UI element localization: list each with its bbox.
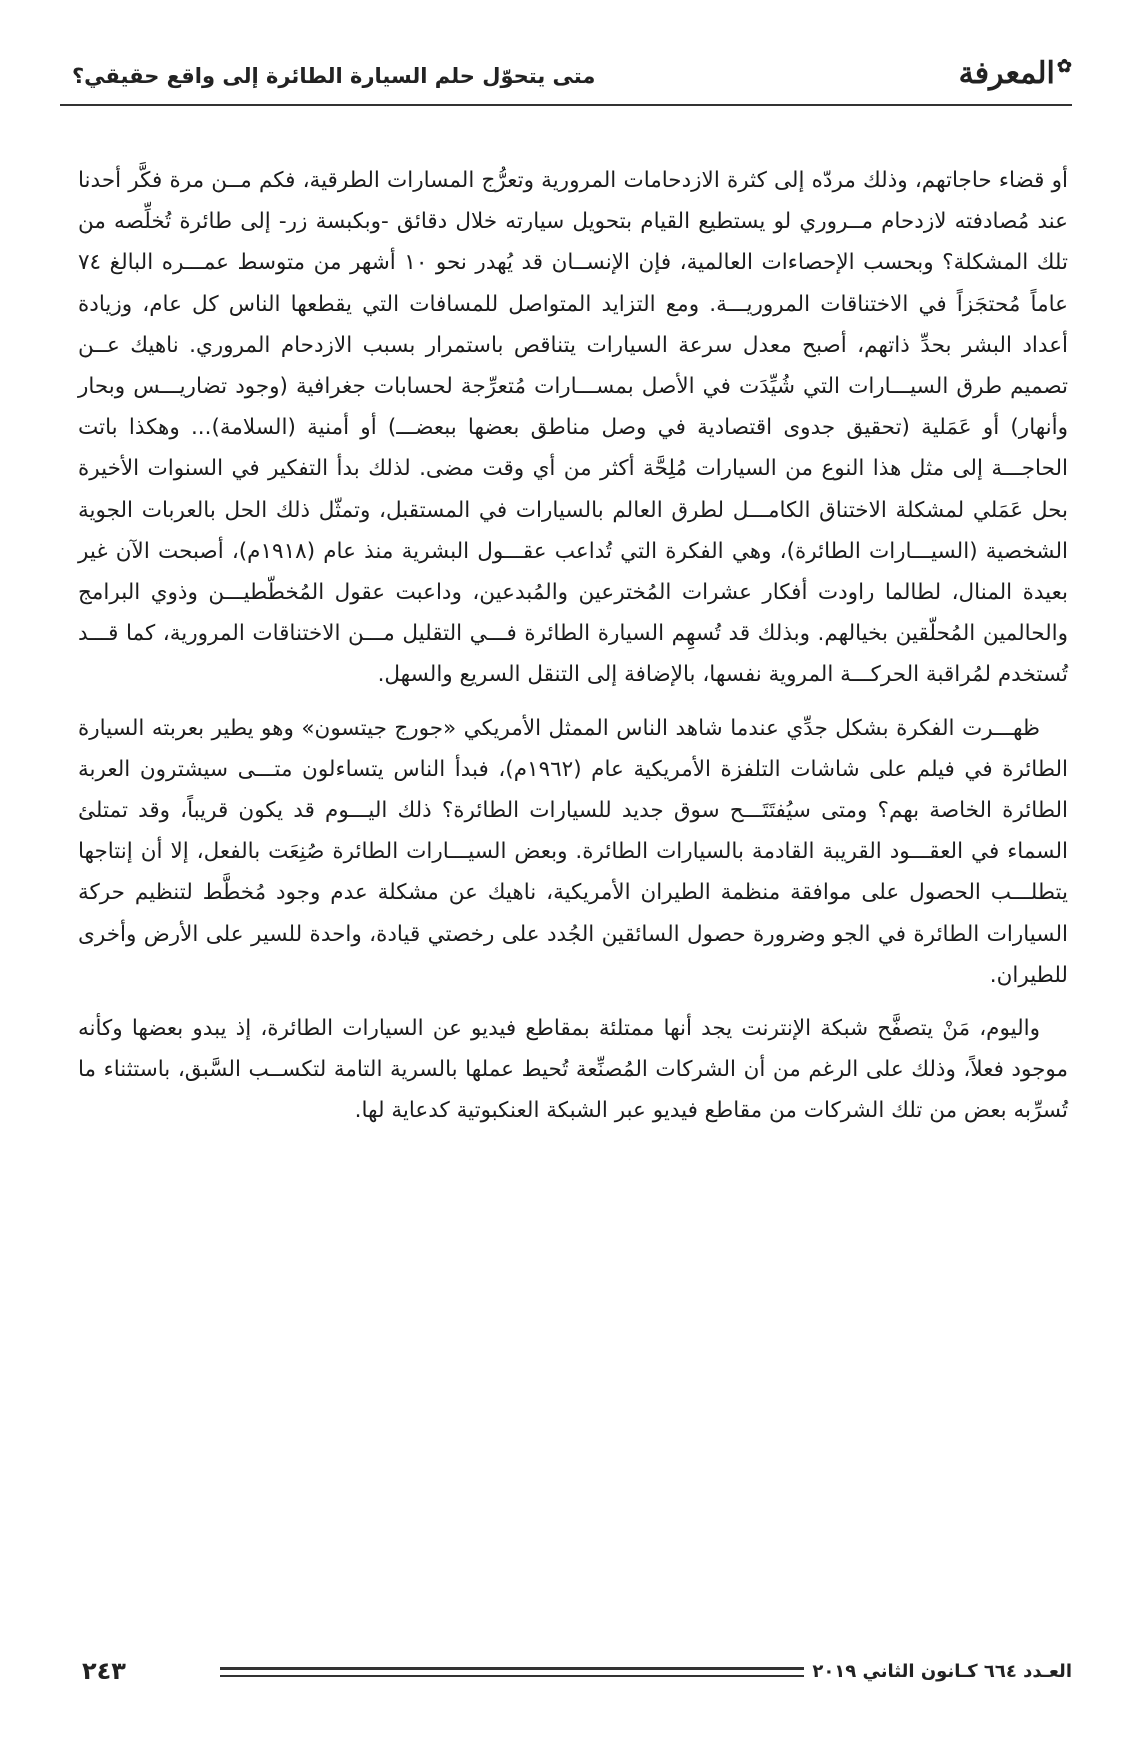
issue-info: العـدد ٦٦٤ كـانون الثاني ٢٠١٩ xyxy=(812,1661,1072,1682)
running-title: متى يتحوّل حلم السيارة الطائرة إلى واقع حقيقي؟ xyxy=(72,64,596,88)
paragraph-3: واليوم، مَنْ يتصفَّح شبكة الإنترنت يجد أنها ممتلئة بمقاطع فيديو عن السيارات الطائرة، إذ يبدو بعضها وكأنه موجود فعلاً، وذلك على الرغم من أن الشركات المُصنِّعة تُحيط عملها بالسرية التامة لتكســب السَّبق، باستثناء ما تُسرِّبه بعض من تلك الشركات من مقاطع فيديو عبر الشبكة العنكبوتية كدعاية لها. xyxy=(78,1016,1068,1124)
page-footer xyxy=(60,1657,1072,1697)
article-body xyxy=(78,160,1068,1132)
paragraph-2: ظهـــرت الفكرة بشكل جدِّي عندما شاهد الناس الممثل الأمريكي «جورج جيتسون» وهو يطير بعربته السيارة الطائرة في فيلم على شاشات التلفزة الأمريكية عام (١٩٦٢م)، فبدأ الناس يتساءلون متـــى سيشترون العربة الطائرة الخاصة بهم؟ ومتى سيُفتَتَـــح سوق جديد للسيارات الطائرة؟ ذلك اليـــوم قد يكون قريباً، وقد تمتلئ السماء في العقـــود القريبة القادمة بالسيارات الطائرة. وبعض السيـــارات الطائرة صُنِعَت بالفعل، إلا أن إنتاجها يتطلـــب الحصول على موافقة منظمة الطيران الأمريكية، ناهيك عن مشكلة عدم وجود مُخطَّط لتنظيم حركة السيارات الطائرة في الجو وضرورة حصول السائقين الجُدد على رخصتي قيادة، واحدة للسير على الأرض وأخرى للطيران. xyxy=(78,715,1069,988)
magazine-logo xyxy=(959,56,1072,91)
logo-emblem-icon: ✿ xyxy=(1056,56,1072,77)
page-header xyxy=(60,52,1072,112)
footer-divider xyxy=(220,1667,804,1681)
paragraph-1: أو قضاء حاجاتهم، وذلك مردّه إلى كثرة الازدحامات المرورية وتعرُّج المسارات الطرقية، فكم مــن مرة فكَّر أحدنا عند مُصادفته لازدحام مــروري لو يستطيع القيام بتحويل سيارته خلال دقائق -وبكبسة زر- إلى طائرة تُخلِّصه من تلك المشكلة؟ وبحسب الإحصاءات العالمية، فإن الإنســان قد يُهدر نحو ١٠ أشهر من متوسط عمـــره البالغ ٧٤ عاماً مُحتجَزاً في الاختناقات المروريـــة. ومع التزايد المتواصل للمسافات التي يقطعها الناس كل عام، وزيادة أعداد البشر بحدِّ ذاتهم، أصبح معدل سرعة السيارات يتناقص باستمرار بسبب الازدحام المروري. ناهيك عــن تصميم طرق السيـــارات التي شُيِّدَت في الأصل بمســـارات مُتعرِّجة لحسابات جغرافية (وجود تضاريـــس وبحار وأنهار) أو عَمَلية (تحقيق جدوى اقتصادية في وصل مناطق بعضها ببعضـــ) أو أمنية (السلامة)... وهكذا باتت الحاجـــة إلى مثل هذا النوع من السيارات مُلِحَّة أكثر من أي وقت مضى. لذلك بدأ التفكير في السنوات الأخيرة بحل عَمَلي لمشكلة الاختناق الكامـــل لطرق العالم بالسيارات في المستقبل، وتمثّل ذلك الحل بالعربات الجوية الشخصية (السيـــارات الطائرة)، وهي الفكرة التي تُداعب عقـــول البشرية منذ عام (١٩١٨م)، أصبحت الآن غير بعيدة المنال، لطالما راودت أفكار عشرات المُخترعين والمُبدعين، وداعبت عقول المُخطّطيـــن وذوي البرامج والحالمين المُحلّقين بخيالهم. وبذلك قد تُسهِم السيارة الطائرة فـــي التقليل مـــن الاختناقات المرورية، كما قـــد تُستخدم لمُراقبة الحركـــة المروية نفسها، بالإضافة إلى التنقل السريع والسهل. xyxy=(78,168,1068,688)
logo-text: المعرفة xyxy=(958,56,1055,91)
page-number: ٢٤٣ xyxy=(82,1657,126,1685)
header-divider xyxy=(60,104,1072,106)
